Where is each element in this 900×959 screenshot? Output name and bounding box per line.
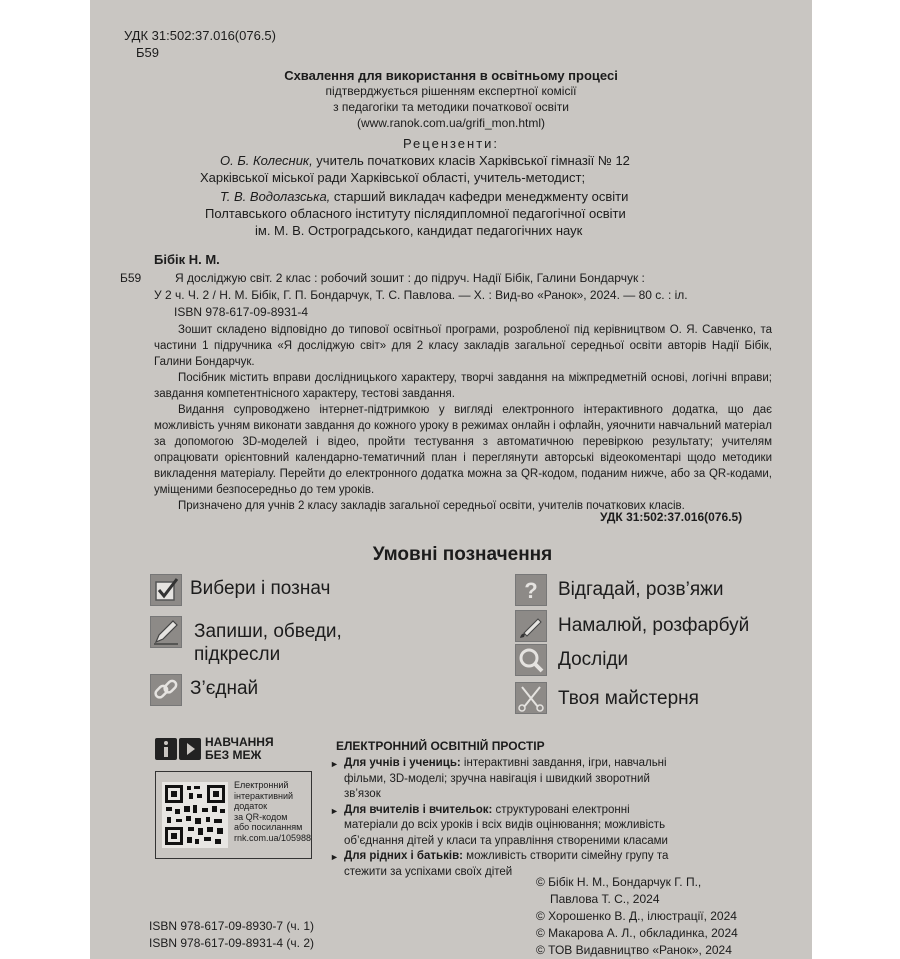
qr-caption-line: або посиланням <box>234 822 303 832</box>
qr-caption-link[interactable]: rnk.com.ua/105988 <box>234 832 312 843</box>
list-item-text: інтерактивні завдання, ігри, навчальні фільми, 3D-моделі; зручна навігація і швидкий зворотний зв’язок <box>344 757 667 800</box>
e-space-list <box>330 756 670 880</box>
copyright-line: © Бібік Н. М., Бондарчук Г. П., <box>536 875 702 889</box>
qr-code-icon[interactable] <box>162 782 228 848</box>
catalog-line-1: Я досліджую світ. 2 клас : робочий зошит : до підруч. Надії Бібік, Галини Бондарчук : <box>175 271 645 285</box>
qr-caption-line: Електронний <box>234 780 289 790</box>
reviewer-2-name: Т. В. Водолазська, <box>220 189 331 204</box>
approval-title: Схвалення для використання в освітньому процесі <box>284 68 618 83</box>
approval-block <box>90 68 812 131</box>
legend-label: Запиши, обведи, <box>194 621 342 642</box>
legend-label: Твоя майстерня <box>558 688 699 709</box>
list-item <box>330 756 670 803</box>
reviewer-2-line3: ім. М. В. Остроградського, кандидат педагогічних наук <box>255 223 583 238</box>
chain-link-icon <box>150 674 182 706</box>
copyright-line: © Макарова А. Л., обкладинка, 2024 <box>536 926 738 940</box>
approval-link: (www.ranok.com.ua/grifi_mon.html) <box>356 116 546 130</box>
pencil-icon <box>150 616 182 648</box>
reviewer-2-position: старший викладач кафедри менеджменту освіти <box>330 189 629 204</box>
copyright-line: Павлова Т. С., 2024 <box>550 892 660 906</box>
approval-line: підтверджується рішенням експертної комісії <box>325 84 577 98</box>
reviewer-1 <box>220 153 630 168</box>
author-heading: Бібік Н. М. <box>154 252 220 267</box>
copyright-block <box>536 874 738 959</box>
abstract-paragraph: Зошит складено відповідно до типової освітньої програми, розробленої під керівництвом О. Я. Савченко, та частини 1 підручника «Я досліджую світ» для 2 класу закладів загальної середньої освіти авторів Надії Бібік, Галини Бондарчук. <box>154 324 772 368</box>
logo-line-1: НАВЧАННЯ <box>205 735 274 749</box>
e-space-title: ЕЛЕКТРОННИЙ ОСВІТНІЙ ПРОСТІР <box>336 739 545 753</box>
qr-caption <box>234 780 311 843</box>
reviewers-title: Рецензенти: <box>402 136 500 151</box>
scissors-icon <box>515 682 547 714</box>
legend-label: Вибери і познач <box>190 578 331 599</box>
reviewer-2 <box>220 189 628 204</box>
legend-label: Досліди <box>558 649 629 670</box>
isbn-line: ISBN 978-617-09-8930-7 (ч. 1) <box>149 919 315 933</box>
catalog-isbn: ISBN 978-617-09-8931-4 <box>174 305 309 319</box>
legend-label: Намалюй, розфарбуй <box>558 615 750 636</box>
svg-text:?: ? <box>524 578 538 603</box>
legend-label: Відгадай, розв’яжи <box>558 579 724 600</box>
legend-title: Умовні позначення <box>372 544 553 565</box>
qr-code-box[interactable] <box>155 771 312 859</box>
legend-label: З’єднай <box>190 678 259 699</box>
checkbox-check-icon <box>150 574 182 606</box>
reviewer-1-line2: Харківської міської ради Харківської області, учитель-методист; <box>200 170 586 185</box>
catalog-code: Б59 <box>120 271 142 285</box>
list-item <box>330 803 670 850</box>
logo-line-2: БЕЗ МЕЖ <box>205 748 262 762</box>
abstract <box>154 322 772 514</box>
abstract-paragraph: Призначено для учнів 2 класу закладів загальної середньої освіти, учителів початкових класів. <box>178 500 685 512</box>
approval-line: з педагогіки та методики початкової освіти <box>333 100 569 114</box>
reviewer-1-position: учитель початкових класів Харківської гімназії № 12 <box>312 153 630 168</box>
reviewer-1-name: О. Б. Колесник, <box>220 153 313 168</box>
list-item-lead: Для вчителів і вчительок: <box>344 803 493 816</box>
info-icon <box>155 738 177 760</box>
qr-caption-line: інтерактивний <box>234 790 294 801</box>
catalog-line-2: У 2 ч. Ч. 2 / Н. М. Бібік, Г. П. Бондарчук, Т. С. Павлова. — Х. : Вид-во «Ранок», 2024. — 80 с. : іл. <box>154 288 688 302</box>
play-icon <box>179 738 201 760</box>
list-item-text: можливість створити сімейну групу та стежити за успіхами своїх дітей <box>344 850 669 878</box>
list-item-text: структуровані електронні матеріали до всіх уроків і всіх видів оцінювання; можливість об’єднання дітей у класи та управління створеними класами <box>344 803 668 847</box>
brush-icon <box>515 610 547 642</box>
qr-caption-line: за QR-кодом <box>234 811 288 822</box>
reviewer-2-line2: Полтавського обласного інституту післядипломної педагогічної освіти <box>205 206 626 221</box>
qr-caption-line: додаток <box>234 801 268 811</box>
abstract-paragraph: Посібник містить вправи дослідницького характеру, творчі завдання на міжпредметній основі, логічні вправи; завдання компетентнісного характеру, тестові завдання. <box>154 372 772 400</box>
magnifier-icon <box>515 644 547 676</box>
list-item-lead: Для учнів і учениць: <box>344 757 461 769</box>
copyright-line: © Хорошенко В. Д., ілюстрації, 2024 <box>536 909 737 923</box>
list-item-lead: Для рідних і батьків: <box>344 850 463 862</box>
udk-code-bottom: УДК 31:502:37.016(076.5) <box>600 510 743 524</box>
question-icon <box>515 574 547 606</box>
isbn-line: ISBN 978-617-09-8931-4 (ч. 2) <box>149 936 315 950</box>
copyright-line: © ТОВ Видавництво «Ранок», 2024 <box>536 943 732 957</box>
legend-label-line2: підкресли <box>194 644 281 665</box>
udk-code-top: УДК 31:502:37.016(076.5) <box>124 28 276 43</box>
bbk-code: Б59 <box>136 45 159 60</box>
isbn-block <box>149 918 314 952</box>
book-page <box>90 0 812 959</box>
abstract-paragraph: Видання супроводжено інтернет-підтримкою у вигляді електронного інтерактивного додатка, що дає можливість учням виконати завдання до кожного уроку в режимах онлайн і офлайн, уяочнити навчальний матеріал за допомогою 3D-моделей і відео, пройти тестування з автоматичною перевіркою результату; учителям опрацювати орієнтовний календарно-тематичний план і переглянути авторські відеокоментарі щодо методики викладення матеріалу. Перейти до електронного додатка можна за QR-кодом, поданим нижче, або за QR-кодами, уміщеними безпосередньо до тем уроків. <box>154 404 772 496</box>
